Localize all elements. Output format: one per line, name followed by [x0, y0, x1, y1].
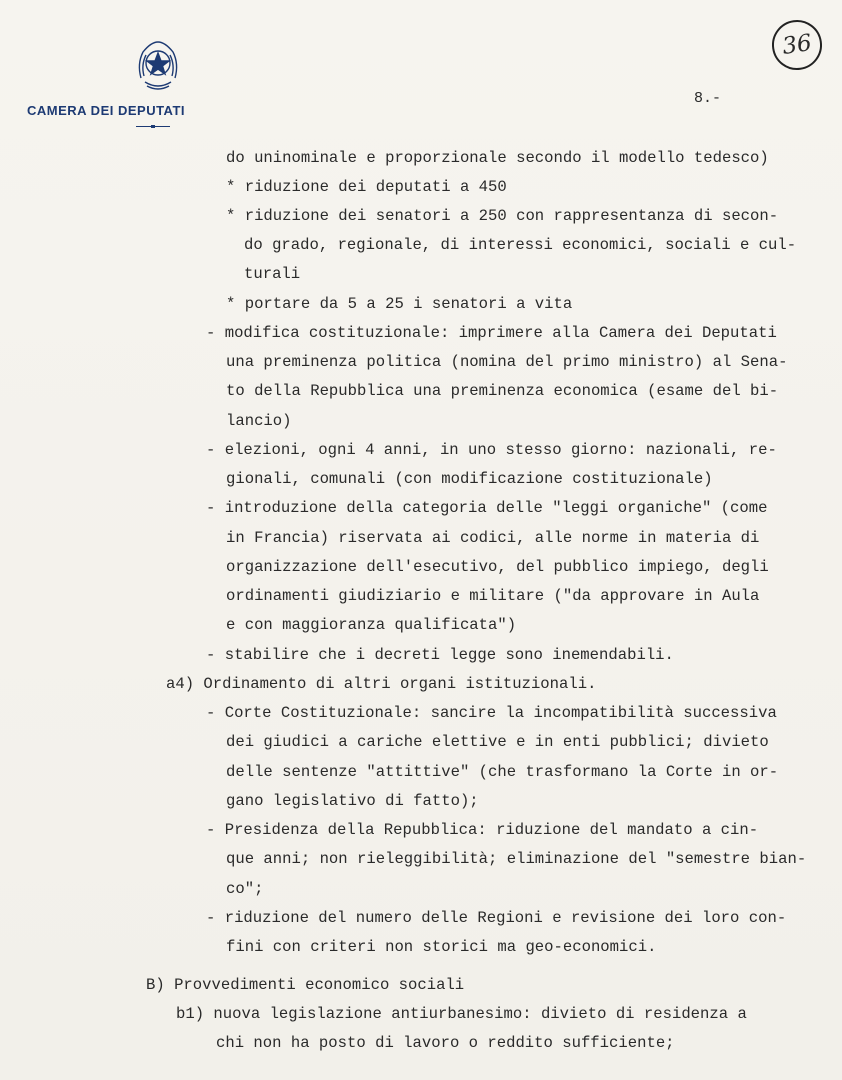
text-line: fini con criteri non storici ma geo-economici.	[226, 938, 657, 956]
text-line: * portare da 5 a 25 i senatori a vita	[226, 295, 573, 313]
section-heading: B) Provvedimenti economico sociali	[146, 976, 465, 994]
text-line: organizzazione dell'esecutivo, del pubblico impiego, degli	[226, 558, 769, 576]
text-line: do uninominale e proporzionale secondo il modello tedesco)	[226, 149, 769, 167]
text-line: * riduzione dei senatori a 250 con rappresentanza di secon-	[226, 207, 779, 225]
text-line: una preminenza politica (nomina del primo ministro) al Sena-	[226, 353, 788, 371]
text-line: que anni; non rieleggibilità; eliminazione del "semestre bian-	[226, 850, 807, 868]
page-number: 8.-	[694, 90, 722, 107]
text-line: - elezioni, ogni 4 anni, in uno stesso giorno: nazionali, re-	[206, 441, 777, 459]
text-line: to della Repubblica una preminenza economica (esame del bi-	[226, 382, 779, 400]
handwritten-page-number: 36	[769, 17, 825, 73]
text-line: - riduzione del numero delle Regioni e revisione dei loro con-	[206, 909, 787, 927]
text-line: gano legislativo di fatto);	[226, 792, 479, 810]
chamber-name: CAMERA DEI DEPUTATI	[27, 103, 186, 118]
text-line: - modifica costituzionale: imprimere alla Camera dei Deputati	[206, 324, 777, 342]
text-line: chi non ha posto di lavoro o reddito sufficiente;	[216, 1034, 675, 1052]
chamber-divider	[136, 126, 170, 127]
text-line: co";	[226, 880, 264, 898]
text-line: - stabilire che i decreti legge sono inemendabili.	[206, 646, 674, 664]
text-line: b1) nuova legislazione antiurbanesimo: divieto di residenza a	[176, 1005, 747, 1023]
text-line: gionali, comunali (con modificazione costituzionale)	[226, 470, 713, 488]
text-line: do grado, regionale, di interessi economici, sociali e cul-	[244, 236, 797, 254]
text-line: - Presidenza della Repubblica: riduzione del mandato a cin-	[206, 821, 759, 839]
text-line: in Francia) riservata ai codici, alle norme in materia di	[226, 529, 760, 547]
text-line: lancio)	[226, 412, 292, 430]
text-line: e con maggioranza qualificata")	[226, 616, 517, 634]
text-line: * riduzione dei deputati a 450	[226, 178, 507, 196]
text-line: - introduzione della categoria delle "leggi organiche" (come	[206, 499, 768, 517]
italian-republic-emblem-icon	[133, 38, 183, 94]
text-line: dei giudici a cariche elettive e in enti pubblici; divieto	[226, 733, 769, 751]
text-line: turali	[244, 265, 301, 283]
section-heading: a4) Ordinamento di altri organi istituzionali.	[166, 675, 597, 693]
text-line: - Corte Costituzionale: sancire la incompatibilità successiva	[206, 704, 777, 722]
text-line: ordinamenti giudiziario e militare ("da approvare in Aula	[226, 587, 760, 605]
text-line: delle sentenze "attittive" (che trasformano la Corte in or-	[226, 763, 779, 781]
